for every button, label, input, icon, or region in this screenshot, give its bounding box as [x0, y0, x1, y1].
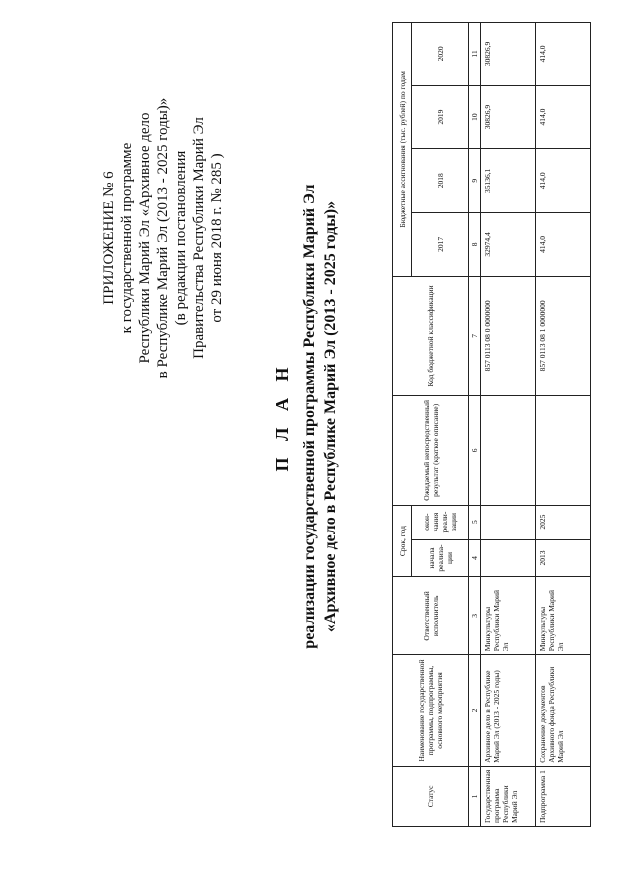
row-code: 857 0113 08 1 0000000 — [536, 276, 591, 395]
header-year: 2019 — [412, 85, 469, 149]
column-number: 6 — [469, 396, 481, 506]
row-executor: Минкультуры Республики Марий Эл — [481, 577, 536, 655]
row-value: 30826,9 — [481, 23, 536, 86]
header-result: Ожидаемый непосредственный результат (краткое описание) — [393, 396, 469, 506]
row-value: 414,0 — [536, 85, 591, 149]
row-value: 414,0 — [536, 149, 591, 213]
header-executor: Ответственный исполнитель — [393, 577, 469, 655]
row-start — [481, 539, 536, 577]
row-result — [536, 396, 591, 506]
column-number: 1 — [469, 766, 481, 826]
table-row — [481, 23, 536, 827]
table-row — [536, 23, 591, 827]
title-line-2: «Архивное дело в Республике Марий Эл (2013 - 2025 годы)» — [322, 200, 339, 633]
column-number: 3 — [469, 577, 481, 655]
row-value: 414,0 — [536, 213, 591, 277]
column-number: 9 — [469, 149, 481, 213]
plan-table — [392, 22, 591, 827]
row-name: Архивное дело в Республике Марий Эл (2013 - 2025 годы) — [481, 655, 536, 766]
row-value: 35136,1 — [481, 149, 536, 213]
appendix-line: от 29 июня 2018 г. № 285 ) — [209, 153, 225, 323]
header-status: Статус — [393, 766, 469, 826]
appendix-line: к государственной программе — [119, 142, 135, 334]
appendix-line: (в редакции постановления — [173, 150, 189, 326]
title-plan: П Л А Н — [272, 361, 292, 472]
row-executor: Минкультуры Республики Марий Эл — [536, 577, 591, 655]
title-line-1: реализации государственной программы Республики Марий Эл — [301, 184, 318, 649]
row-status: Подпрограмма 1 — [536, 766, 591, 826]
column-number: 11 — [469, 23, 481, 86]
column-number: 8 — [469, 213, 481, 277]
row-result — [481, 396, 536, 506]
appendix-line: Республики Марий Эл «Архивное дело — [137, 112, 153, 364]
header-name: Наименование государственной программы, подпрограммы, основного мероприятия — [393, 655, 469, 766]
column-number: 2 — [469, 655, 481, 766]
row-name: Сохранение документов Архивного фонда Республики Марий Эл — [536, 655, 591, 766]
header-term: Срок, год — [393, 505, 412, 577]
row-value: 414,0 — [536, 23, 591, 86]
row-start: 2013 — [536, 539, 591, 577]
appendix-line: в Республике Марий Эл (2013 - 2025 годы)» — [155, 97, 171, 379]
row-end: 2025 — [536, 505, 591, 539]
row-status: Государственная программа Республики Марий Эл — [481, 766, 536, 826]
header-year: 2020 — [412, 23, 469, 86]
column-number: 10 — [469, 85, 481, 149]
row-value: 32974,4 — [481, 213, 536, 277]
row-end — [481, 505, 536, 539]
column-number: 4 — [469, 539, 481, 577]
appendix-header — [100, 23, 226, 453]
row-value: 30826,9 — [481, 85, 536, 149]
header-term-start: начала реализа-ции — [412, 539, 469, 577]
appendix-line: Правительства Республики Марий Эл — [191, 117, 207, 359]
row-code: 857 0113 08 0 0000000 — [481, 276, 536, 395]
header-term-end: окон-чания реали-зации — [412, 505, 469, 539]
header-budget: Бюджетные ассигнования (тыс. рублей) по годам — [393, 23, 412, 277]
header-code: Код бюджетной классификации — [393, 276, 469, 395]
column-number: 5 — [469, 505, 481, 539]
header-year: 2018 — [412, 149, 469, 213]
header-year: 2017 — [412, 213, 469, 277]
document-title — [272, 0, 341, 863]
appendix-line: ПРИЛОЖЕНИЕ № 6 — [101, 171, 117, 305]
column-number: 7 — [469, 276, 481, 395]
